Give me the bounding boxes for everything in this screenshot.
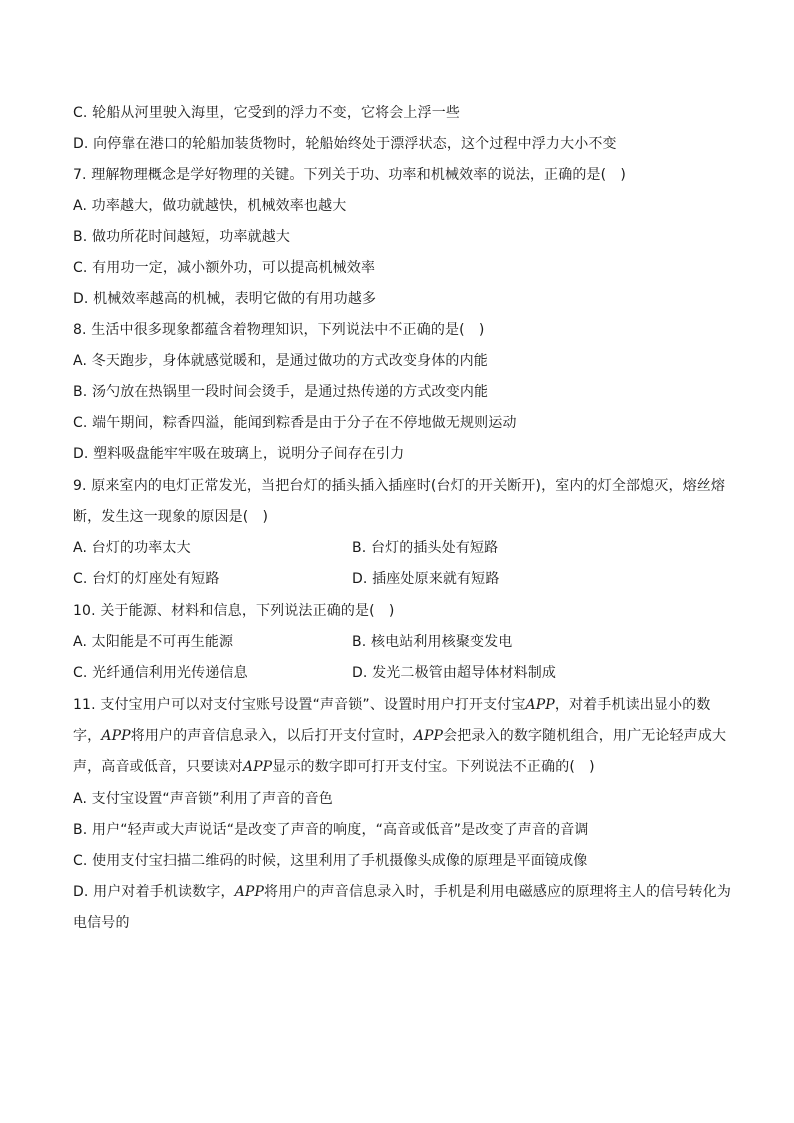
q11-stem-line3 — [73, 757, 733, 777]
q8-option-b: B. 汤勺放在热锅里一段时间会烫手，是通过热传递的方式改变内能 — [73, 384, 489, 400]
q8-option-a: A. 冬天跑步，身体就感觉暖和，是通过做功的方式改变身体的内能 — [73, 353, 488, 369]
q11-option-d-text-a: D. 用户对着手机读数字， — [73, 884, 235, 900]
q11-stem-line2-text-a: 字， — [73, 728, 102, 744]
q7-option-c: C. 有用功一定，减小额外功，可以提高机械效率 — [73, 260, 376, 276]
q9-option-d: D. 插座处原来就有短路 — [352, 571, 500, 587]
q11-stem-line2 — [73, 726, 733, 746]
q11-stem-line3-text-a: 声，高音或低音，只要读对 — [73, 759, 243, 775]
q11-option-d-line2: 电信号的 — [73, 915, 130, 931]
q8-option-c: C. 端午期间，粽香四溢，能闻到粽香是由于分子在不停地做无规则运动 — [73, 415, 517, 431]
q10-option-a: A. 太阳能是不可再生能源 — [73, 634, 234, 650]
q6-option-c: C. 轮船从河里驶入海里，它受到的浮力不变，它将会上浮一些 — [73, 105, 461, 121]
q11-stem-line2-text-b: 将用户的声音信息录入，以后打开支付宣时， — [130, 728, 414, 744]
q11-option-d-app: APP — [234, 884, 265, 900]
q7-stem: 7. 理解物理概念是学好物理的关键。下列关于功、功率和机械效率的说法，正确的是( ) — [73, 167, 627, 183]
q11-stem-line3-text-b: 显示的数字即可打开支付宝。下列说法不正确的( ) — [272, 759, 595, 775]
q10-option-b: B. 核电站利用核聚变发电 — [352, 634, 513, 650]
q9-option-b: B. 台灯的插头处有短路 — [352, 540, 499, 556]
q10-option-c: C. 光纤通信利用光传递信息 — [73, 665, 248, 681]
q9-stem-line2: 断，发生这一现象的原因是( ) — [73, 509, 269, 525]
q7-option-a: A. 功率越大，做功就越快，机械效率也越大 — [73, 198, 347, 214]
q11-option-d-line1 — [73, 882, 733, 902]
q11-option-b: B. 用户“轻声或大声说话“是改变了声音的响度，“高音或低音”是改变了声音的音调 — [73, 822, 589, 838]
q10-option-d: D. 发光二极管由超导体材料制成 — [352, 665, 557, 681]
q7-option-b: B. 做功所花时间越短，功率就越大 — [73, 229, 291, 245]
q11-option-d-text-b: 将用户的声音信息录入时，手机是利用电磁感应的原理将主人的信号转化为 — [264, 884, 731, 900]
q8-stem: 8. 生活中很多现象都蕴含着物理知识，下列说法中不正确的是( ) — [73, 322, 485, 338]
q11-stem-line2-app-1: APP — [101, 728, 131, 744]
q9-option-a: A. 台灯的功率太大 — [73, 540, 191, 556]
q11-stem-line1-app: APP — [525, 697, 555, 713]
q11-stem-line2-app-2: APP — [413, 728, 444, 744]
q11-option-c: C. 使用支付宝扫描二维码的时候，这里利用了手机摄像头成像的原理是平面镜成像 — [73, 853, 588, 869]
q11-option-a: A. 支付宝设置“声音锁”利用了声音的音色 — [73, 791, 333, 807]
q11-stem-line2-text-c: 会把录入的数字随机组合，用广无论轻声成大 — [443, 728, 727, 744]
q8-option-d: D. 塑料吸盘能牢牢吸在玻璃上，说明分子间存在引力 — [73, 446, 405, 462]
q11-stem-line1-text-a: 11. 支付宝用户可以对支付宝账号设置“声音锁”、设置时用户打开支付宝 — [73, 697, 526, 713]
q9-option-c: C. 台灯的灯座处有短路 — [73, 571, 220, 587]
q11-stem-line3-app: APP — [242, 759, 273, 775]
q10-stem: 10. 关于能源、材料和信息，下列说法正确的是( ) — [73, 603, 395, 619]
q6-option-d: D. 向停靠在港口的轮船加装货物时，轮船始终处于漂浮状态，这个过程中浮力大小不变 — [73, 136, 617, 152]
q7-option-d: D. 机械效率越高的机械，表明它做的有用功越多 — [73, 291, 377, 307]
q11-stem-line1-text-b: ，对着手机读出显小的数 — [554, 697, 711, 713]
q11-stem-line1 — [73, 695, 733, 715]
q9-stem-line1: 9. 原来室内的电灯正常发光，当把台灯的插头插入插座时(台灯的开关断开)，室内的灯全部熄灭，熔丝熔 — [73, 478, 726, 494]
